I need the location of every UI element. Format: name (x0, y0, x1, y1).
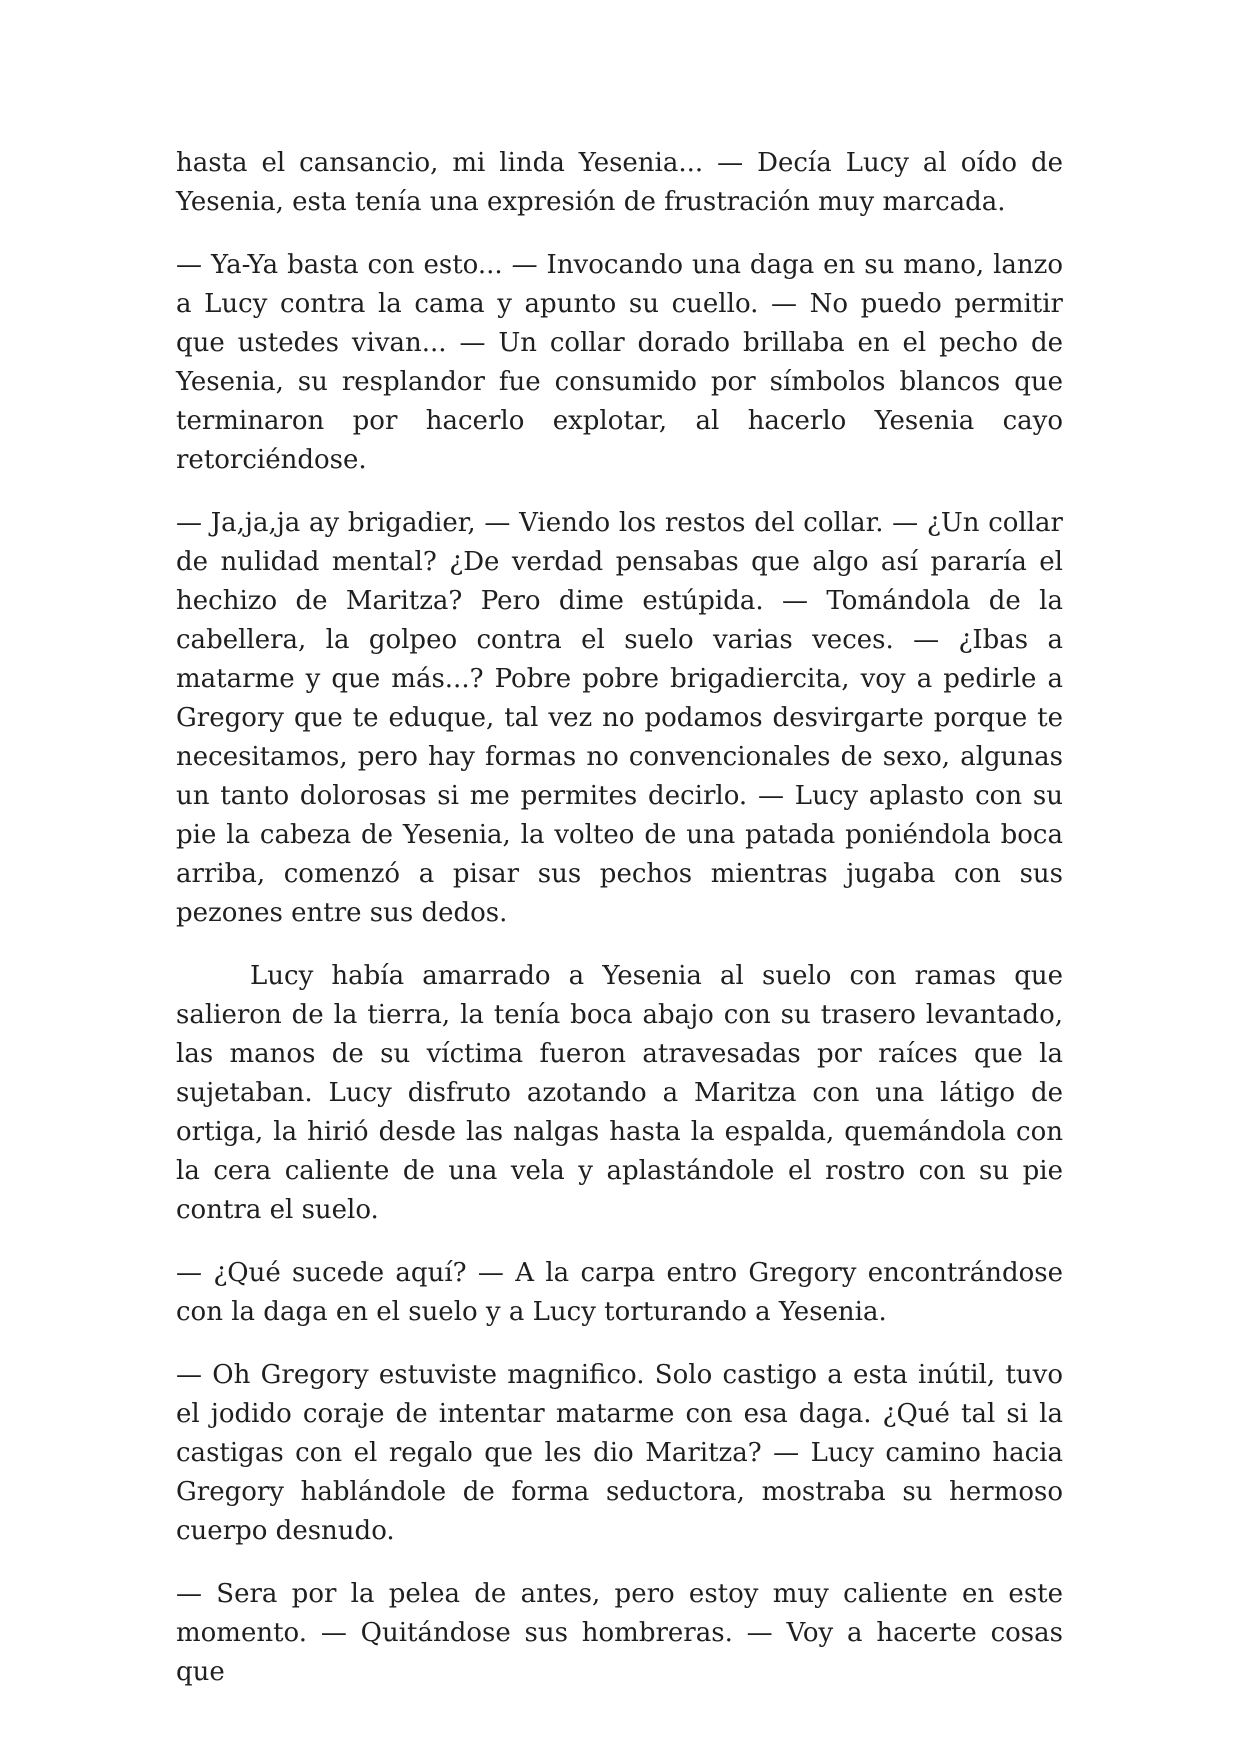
paragraph-7: — Sera por la pelea de antes, pero estoy muy caliente en este momento. — Quitándose sus hombreras. — Voy a hacerte cosas que (176, 1579, 1063, 1687)
paragraph-3: — Ja,ja,ja ay brigadier, — Viendo los restos del collar. — ¿Un collar de nulidad mental? ¿De verdad pensabas que algo así pararía el hechizo de Maritza? Pero dime estúpida. — Tomándola de la cabellera, la golpeo contra el suelo varias veces. — ¿Ibas a matarme y que más...? Pobre pobre brigadiercita, voy a pedirle a Gregory que te eduque, tal vez no podamos desvirgarte porque te necesitamos, pero hay formas no convencionales de sexo, algunas un tanto dolorosas si me permites decirlo. — Lucy aplasto con su pie la cabeza de Yesenia, la volteo de una patada poniéndola boca arriba, comenzó a pisar sus pechos mientras jugaba con sus pezones entre sus dedos. (176, 508, 1063, 928)
paragraph-1: hasta el cansancio, mi linda Yesenia... — Decía Lucy al oído de Yesenia, esta tenía una expresión de frustración muy marcada. (176, 148, 1063, 217)
body-text (176, 144, 1063, 1692)
paragraph-6: — Oh Gregory estuviste magnifico. Solo castigo a esta inútil, tuvo el jodido coraje de intentar matarme con esa daga. ¿Qué tal si la castigas con el regalo que les dio Maritza? — Lucy camino hacia Gregory hablándole de forma seductora, mostraba su hermoso cuerpo desnudo. (176, 1360, 1063, 1546)
paragraph-2: — Ya-Ya basta con esto... — Invocando una daga en su mano, lanzo a Lucy contra la cama y apunto su cuello. — No puedo permitir que ustedes vivan... — Un collar dorado brillaba en el pecho de Yesenia, su resplandor fue consumido por símbolos blancos que terminaron por hacerlo explotar, al hacerlo Yesenia cayo retorciéndose. (176, 250, 1063, 475)
paragraph-5: — ¿Qué sucede aquí? — A la carpa entro Gregory encontrándose con la daga en el suelo y a Lucy torturando a Yesenia. (176, 1258, 1063, 1327)
paragraph-4: Lucy había amarrado a Yesenia al suelo con ramas que salieron de la tierra, la tenía boca abajo con su trasero levantado, las manos de su víctima fueron atravesadas por raíces que la sujetaban. Lucy disfruto azotando a Maritza con una látigo de ortiga, la hirió desde las nalgas hasta la espalda, quemándola con la cera caliente de una vela y aplastándole el rostro con su pie contra el suelo. (176, 961, 1063, 1225)
